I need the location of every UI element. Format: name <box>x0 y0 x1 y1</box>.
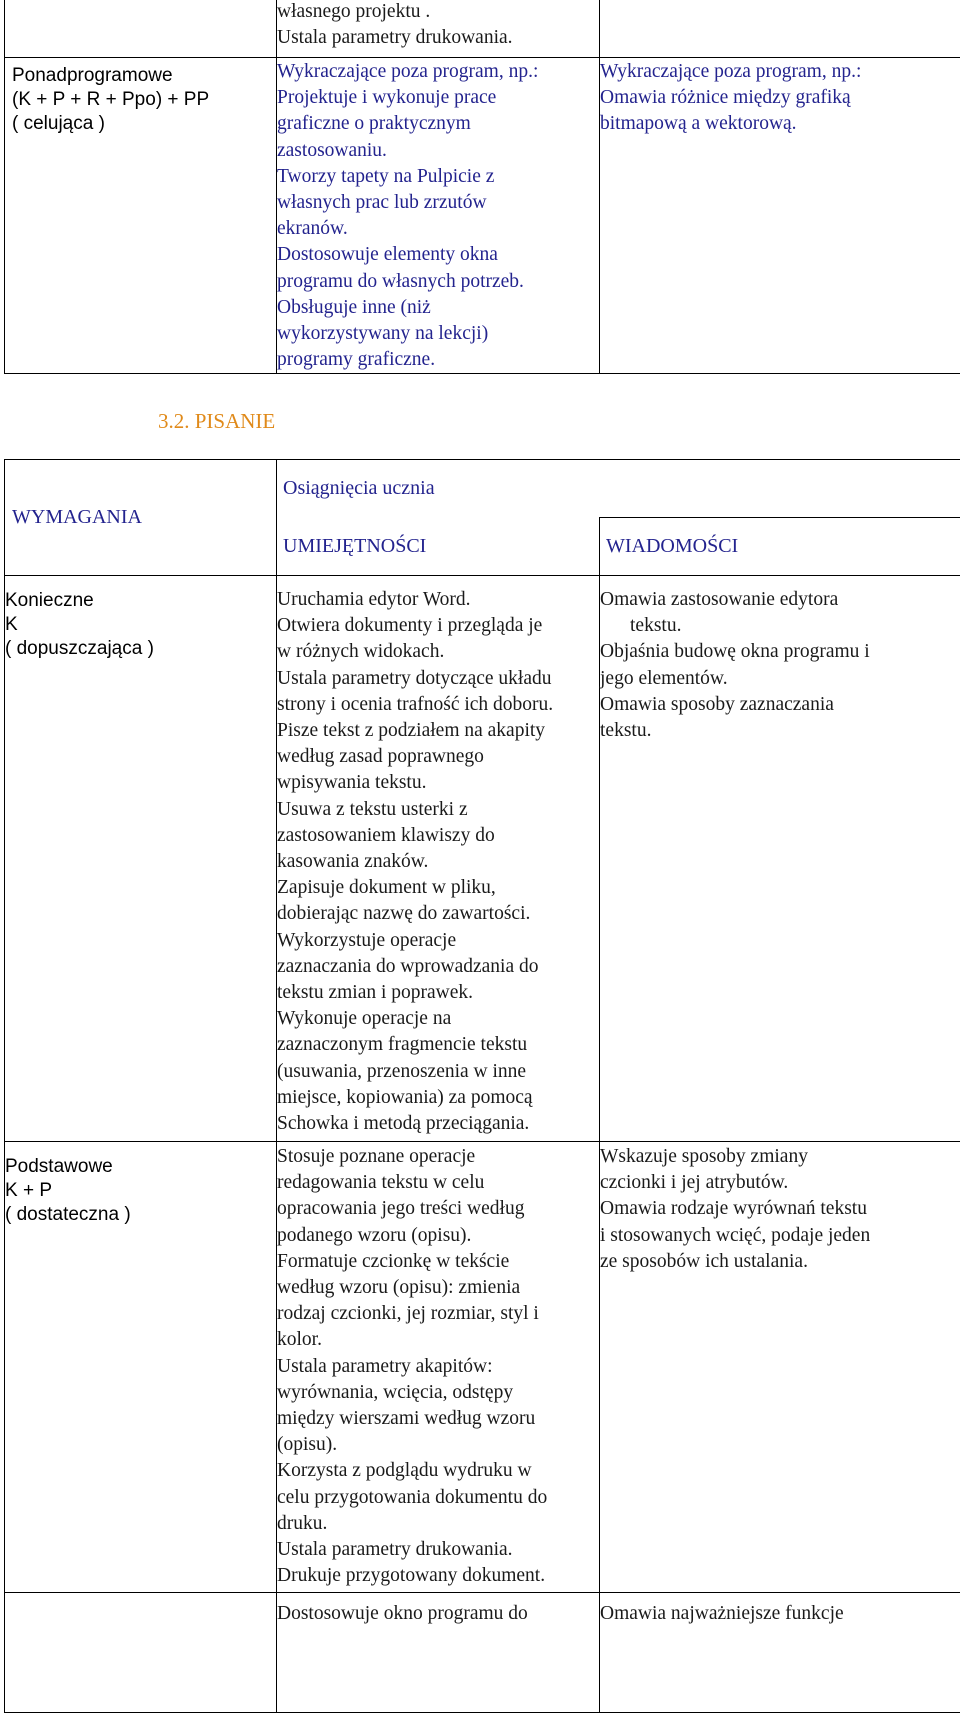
text-line: Drukuje przygotowany dokument. <box>277 1563 599 1589</box>
level-grade: ( dopuszczająca ) <box>5 637 276 661</box>
level-name: Ponadprogramowe <box>12 64 276 88</box>
text-line: graficzne o praktycznym <box>277 111 599 137</box>
text-line: Wskazuje sposoby zmiany <box>600 1144 960 1170</box>
text-line: Omawia najważniejsze funkcje <box>600 1601 960 1627</box>
text-line: między wierszami według wzoru <box>277 1406 599 1432</box>
table-row-next <box>5 1593 960 1713</box>
text-line: własnego projektu . <box>277 0 599 25</box>
header-requirements-label: WYMAGANIA <box>12 506 142 528</box>
level-grade: ( dostateczna ) <box>5 1203 276 1227</box>
text-line: Tworzy tapety na Pulpicie z <box>277 164 599 190</box>
level-grade: ( celująca ) <box>12 112 276 136</box>
text-line: programu do własnych potrzeb. <box>277 269 599 295</box>
text-line: Ustala parametry drukowania. <box>277 25 599 51</box>
table-row-podstawowe <box>5 1142 960 1593</box>
text-line: według wzoru (opisu): zmienia <box>277 1275 599 1301</box>
text-line: miejsce, kopiowania) za pomocą <box>277 1085 599 1111</box>
text-line: Dostosowuje elementy okna <box>277 242 599 268</box>
text-line: bitmapową a wektorową. <box>600 111 960 137</box>
text-line: Obsługuje inne (niż <box>277 295 599 321</box>
text-line: wyrównania, wcięcia, odstępy <box>277 1380 599 1406</box>
text-line: Omawia rodzaje wyrównań tekstu <box>600 1196 960 1222</box>
text-line: Zapisuje dokument w pliku, <box>277 875 599 901</box>
header-knowledge-label: WIADOMOŚCI <box>606 535 738 557</box>
knowledge-cell-konieczne <box>600 576 960 1142</box>
text-line: Korzysta z podglądu wydruku w <box>277 1458 599 1484</box>
text-line: jego elementów. <box>600 666 960 692</box>
text-line: Projektuje i wykonuje prace <box>277 85 599 111</box>
level-cell-podstawowe <box>5 1142 277 1593</box>
skills-cell-podstawowe <box>277 1142 600 1593</box>
text-line: własnych prac lub zrzutów <box>277 190 599 216</box>
text-line: wykorzystywany na lekcji) <box>277 321 599 347</box>
text-line: podanego wzoru (opisu). <box>277 1223 599 1249</box>
text-line: Uruchamia edytor Word. <box>277 587 599 613</box>
text-line: Otwiera dokumenty i przegląda je <box>277 613 599 639</box>
text-line: zaznaczania do wprowadzania do <box>277 954 599 980</box>
level-name: Podstawowe <box>5 1155 276 1179</box>
text-line: tekstu. <box>600 613 960 639</box>
requirements-table-graphics <box>4 0 960 374</box>
text-line: tekstu zmian i poprawek. <box>277 980 599 1006</box>
text-line: Stosuje poznane operacje <box>277 1144 599 1170</box>
skills-cell-next <box>277 1593 600 1713</box>
text-line: Ustala parametry dotyczące układu <box>277 666 599 692</box>
text-line: Wykraczające poza program, np.: <box>600 59 960 85</box>
text-line: i stosowanych wcięć, podaje jeden <box>600 1223 960 1249</box>
text-line: (opisu). <box>277 1432 599 1458</box>
requirements-table-writing <box>4 459 960 1713</box>
level-name: Konieczne <box>5 589 276 613</box>
text-line: Dostosowuje okno programu do <box>277 1601 599 1627</box>
text-line: Wykorzystuje operacje <box>277 928 599 954</box>
text-line: w różnych widokach. <box>277 639 599 665</box>
text-line: Wykraczające poza program, np.: <box>277 59 599 85</box>
text-line: redagowania tekstu w celu <box>277 1170 599 1196</box>
text-line: Usuwa z tekstu usterki z <box>277 797 599 823</box>
level-formula: K <box>5 613 276 637</box>
text-line: ze sposobów ich ustalania. <box>600 1249 960 1275</box>
table-row-ponadprogramowe <box>5 58 960 374</box>
level-cell-empty <box>5 0 277 58</box>
text-line: zastosowaniu. <box>277 138 599 164</box>
text-line: zaznaczonym fragmencie tekstu <box>277 1032 599 1058</box>
text-line: zastosowaniem klawiszy do <box>277 823 599 849</box>
knowledge-cell-ponadprogramowe <box>600 58 960 374</box>
header-achievements <box>277 460 960 518</box>
table-row-konieczne <box>5 576 960 1142</box>
header-row-top <box>5 460 960 518</box>
text-line: dobierając nazwę do zawartości. <box>277 901 599 927</box>
level-cell-next <box>5 1593 277 1713</box>
skills-cell-konieczne <box>277 576 600 1142</box>
text-line: druku. <box>277 1511 599 1537</box>
knowledge-cell-podstawowe <box>600 1142 960 1593</box>
text-line: Omawia sposoby zaznaczania <box>600 692 960 718</box>
text-line: Omawia różnice między grafiką <box>600 85 960 111</box>
header-achievements-label: Osiągnięcia ucznia <box>283 477 435 499</box>
text-line: tekstu. <box>600 718 960 744</box>
text-line: Ustala parametry drukowania. <box>277 1537 599 1563</box>
text-line: ekranów. <box>277 216 599 242</box>
knowledge-cell-next <box>600 1593 960 1713</box>
text-line: programy graficzne. <box>277 347 599 373</box>
text-line: Wykonuje operacje na <box>277 1006 599 1032</box>
text-line: Formatuje czcionkę w tekście <box>277 1249 599 1275</box>
skills-cell-continued <box>277 0 600 58</box>
level-cell-konieczne <box>5 576 277 1142</box>
text-line: Omawia zastosowanie edytora <box>600 587 960 613</box>
text-line: Schowka i metodą przeciągania. <box>277 1111 599 1137</box>
header-requirements <box>5 460 277 576</box>
section-heading: 3.2. PISANIE <box>158 408 275 434</box>
level-cell-ponadprogramowe <box>5 58 277 374</box>
text-line: kasowania znaków. <box>277 849 599 875</box>
text-line: wpisywania tekstu. <box>277 770 599 796</box>
skills-cell-ponadprogramowe <box>277 58 600 374</box>
text-line: Ustala parametry akapitów: <box>277 1354 599 1380</box>
text-line: strony i ocenia trafność ich doboru. <box>277 692 599 718</box>
text-line: kolor. <box>277 1327 599 1353</box>
text-line: rodzaj czcionki, jej rozmiar, styl i <box>277 1301 599 1327</box>
header-skills-label: UMIEJĘTNOŚCI <box>283 535 426 557</box>
text-line: Pisze tekst z podziałem na akapity <box>277 718 599 744</box>
text-line: czcionki i jej atrybutów. <box>600 1170 960 1196</box>
text-line: Objaśnia budowę okna programu i <box>600 639 960 665</box>
table-row-continued <box>5 0 960 58</box>
text-line: celu przygotowania dokumentu do <box>277 1485 599 1511</box>
level-formula: (K + P + R + Ppo) + PP <box>12 88 276 112</box>
level-formula: K + P <box>5 1179 276 1203</box>
text-line: według zasad poprawnego <box>277 744 599 770</box>
header-knowledge <box>600 518 960 576</box>
header-skills <box>277 518 600 576</box>
text-line: (usuwania, przenoszenia w inne <box>277 1059 599 1085</box>
knowledge-cell-empty <box>600 0 960 58</box>
text-line: opracowania jego treści według <box>277 1196 599 1222</box>
